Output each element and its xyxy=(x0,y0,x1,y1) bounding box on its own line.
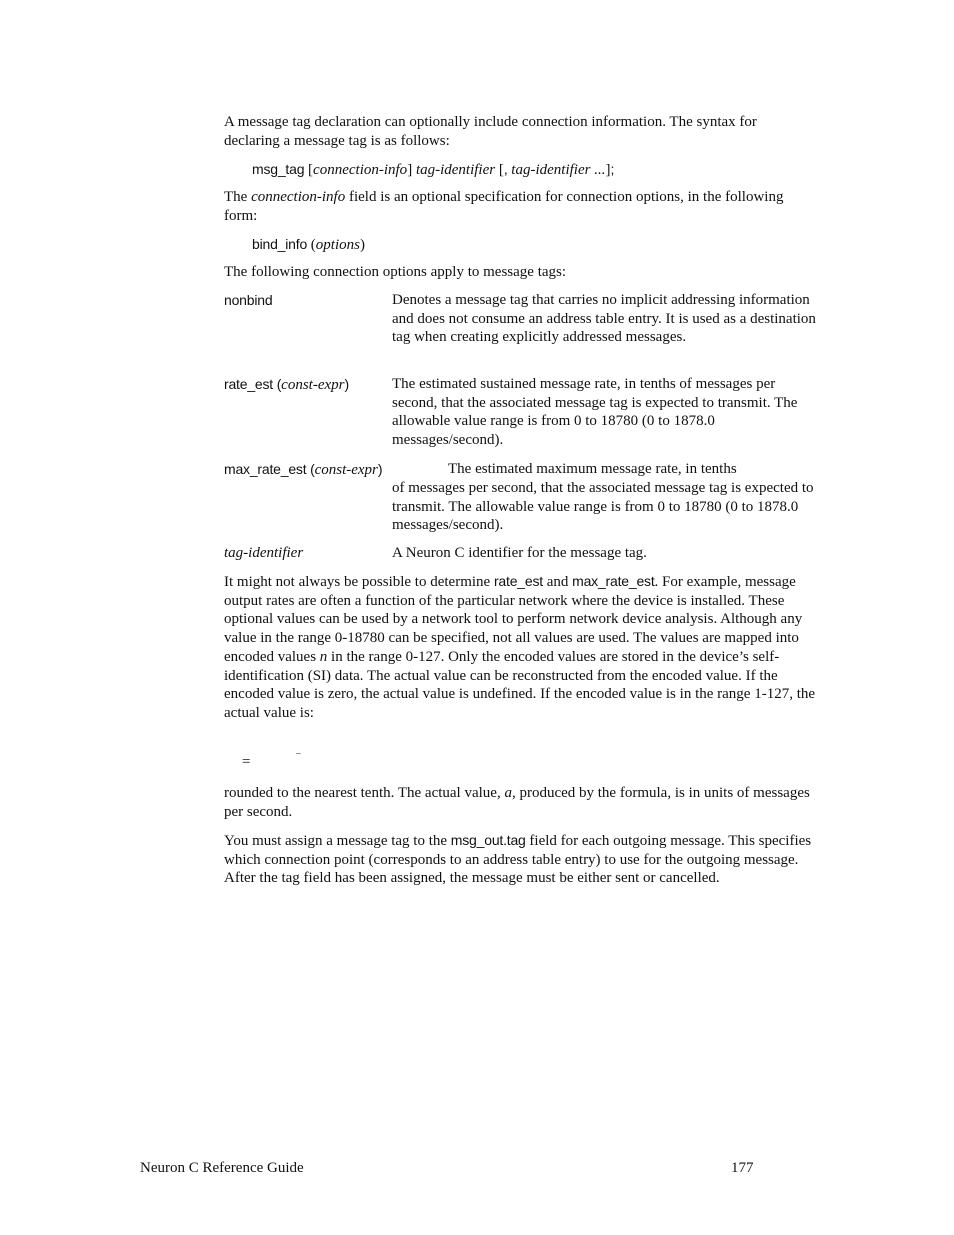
bind-info-keyword: bind_info xyxy=(252,236,308,252)
syntax-keyword: msg_tag xyxy=(252,161,305,177)
conn-para-pre: The xyxy=(224,189,252,205)
option-desc-max-rate-est-rest: of messages per second, that the associated message tag is expected to transmit. The allowable value range is from 0 to 18780 (0 to 1878.0 messages/second). xyxy=(392,480,814,534)
rounded-para-text: rounded to the nearest tenth. The actual value, xyxy=(224,785,505,801)
bind-open: ( xyxy=(307,237,316,253)
syntax-comma: , xyxy=(503,161,508,177)
option-keyword: nonbind xyxy=(224,292,273,308)
syntax-conn-info: connection-info xyxy=(313,162,408,178)
rate-para-text: and xyxy=(542,574,573,590)
option-keyword: rate_est xyxy=(224,376,273,392)
bind-close: ) xyxy=(359,237,365,253)
assign-para-text: You must assign a message tag to the xyxy=(224,833,451,849)
rate-para-text: in the range 0-127. Only the encoded values are stored in the device’s self-identification (SI) data. The actual value can be reconstructed from the encoded value. If the encoded value is zero, the actual value is undefined. If the encoded value is in the range 1-127, the actual value is: xyxy=(224,648,816,721)
syntax-semicolon: ; xyxy=(610,161,615,177)
syntax-tag-identifier-2: tag-identifier xyxy=(507,162,591,178)
option-const-expr: const-expr xyxy=(314,462,378,478)
option-tag-identifier: tag-identifier xyxy=(224,545,304,561)
option-desc-rate-est: The estimated sustained message rate, in tenths of messages per second, that the associated message tag is expected to transmit. The allowable value range is from 0 to 18780 (0 to 1878.0 messages/second). xyxy=(392,376,798,449)
option-paren: ) xyxy=(377,461,383,477)
syntax-bracket: ] xyxy=(407,162,416,178)
syntax-line xyxy=(252,160,614,180)
syntax-bracket: ] xyxy=(605,162,611,178)
rate-paragraph xyxy=(224,572,816,723)
variable-n: n xyxy=(319,648,328,665)
option-term-max-rate-est xyxy=(224,460,382,480)
syntax-bracket: [ xyxy=(495,162,504,178)
intro-text: A message tag declaration can optionally include connection information. The syntax for declaring a message tag is as follows: xyxy=(224,114,757,149)
syntax-tag-identifier: tag-identifier xyxy=(415,162,496,178)
rate-para-text: . For example, message output rates are often a function of the particular network where the device is installed. These optional values can be used by a network tool to perform network device analysis. Although any value in the range 0-18780 can be specified, not all values are used. The values are mapped into encoded values xyxy=(224,574,803,665)
option-desc-nonbind: Denotes a message tag that carries no implicit addressing information and does not consume an address table entry. It is used as a destination tag when creating explicitly addressed messages. xyxy=(392,292,816,346)
rounded-para-text: , produced by the formula, is in units of messages per second. xyxy=(224,785,810,820)
option-desc-max-rate-est-first: The estimated maximum message rate, in tenths xyxy=(448,461,737,477)
assign-paragraph xyxy=(224,831,816,888)
option-paren: ) xyxy=(344,376,349,392)
formula-minus: – xyxy=(296,748,301,758)
option-keyword: max_rate_est xyxy=(224,461,307,477)
options-intro: The following connection options apply to message tags: xyxy=(224,264,567,280)
variable-a: a xyxy=(504,785,512,801)
conn-info-paragraph xyxy=(224,188,816,225)
option-term-nonbind xyxy=(224,291,272,311)
option-const-expr: const-expr xyxy=(281,377,345,393)
rate-est-keyword: rate_est xyxy=(493,573,543,589)
footer-title: Neuron C Reference Guide xyxy=(140,1160,304,1176)
syntax-ellipsis: ... xyxy=(590,162,606,178)
option-paren: ( xyxy=(306,461,315,477)
conn-para-post: field is an optional specification for connection options, in the following form: xyxy=(224,189,784,224)
intro-paragraph xyxy=(224,113,816,150)
rounded-paragraph xyxy=(224,784,816,821)
assign-para-text: field for each outgoing message. This specifies which connection point (corresponds to an address table entry) to use for the outgoing message. After the tag field has been assigned, the message must be either sent or cancelled. xyxy=(224,833,812,887)
max-rate-est-keyword: max_rate_est xyxy=(572,573,655,589)
syntax-bracket: [ xyxy=(304,162,314,178)
option-term-tag-identifier xyxy=(224,544,303,563)
option-desc-tag-identifier: A Neuron C identifier for the message tag. xyxy=(392,545,647,561)
option-term-rate-est xyxy=(224,375,349,395)
option-paren: ( xyxy=(273,376,282,392)
page-number: 177 xyxy=(731,1160,754,1176)
conn-para-term: connection-info xyxy=(251,189,346,205)
msg-out-tag-keyword: msg_out.tag xyxy=(450,832,526,848)
bind-options: options xyxy=(315,237,360,253)
bind-info-line xyxy=(252,235,365,255)
formula-equals: = xyxy=(242,754,251,770)
rate-para-text: It might not always be possible to determine xyxy=(224,574,494,590)
